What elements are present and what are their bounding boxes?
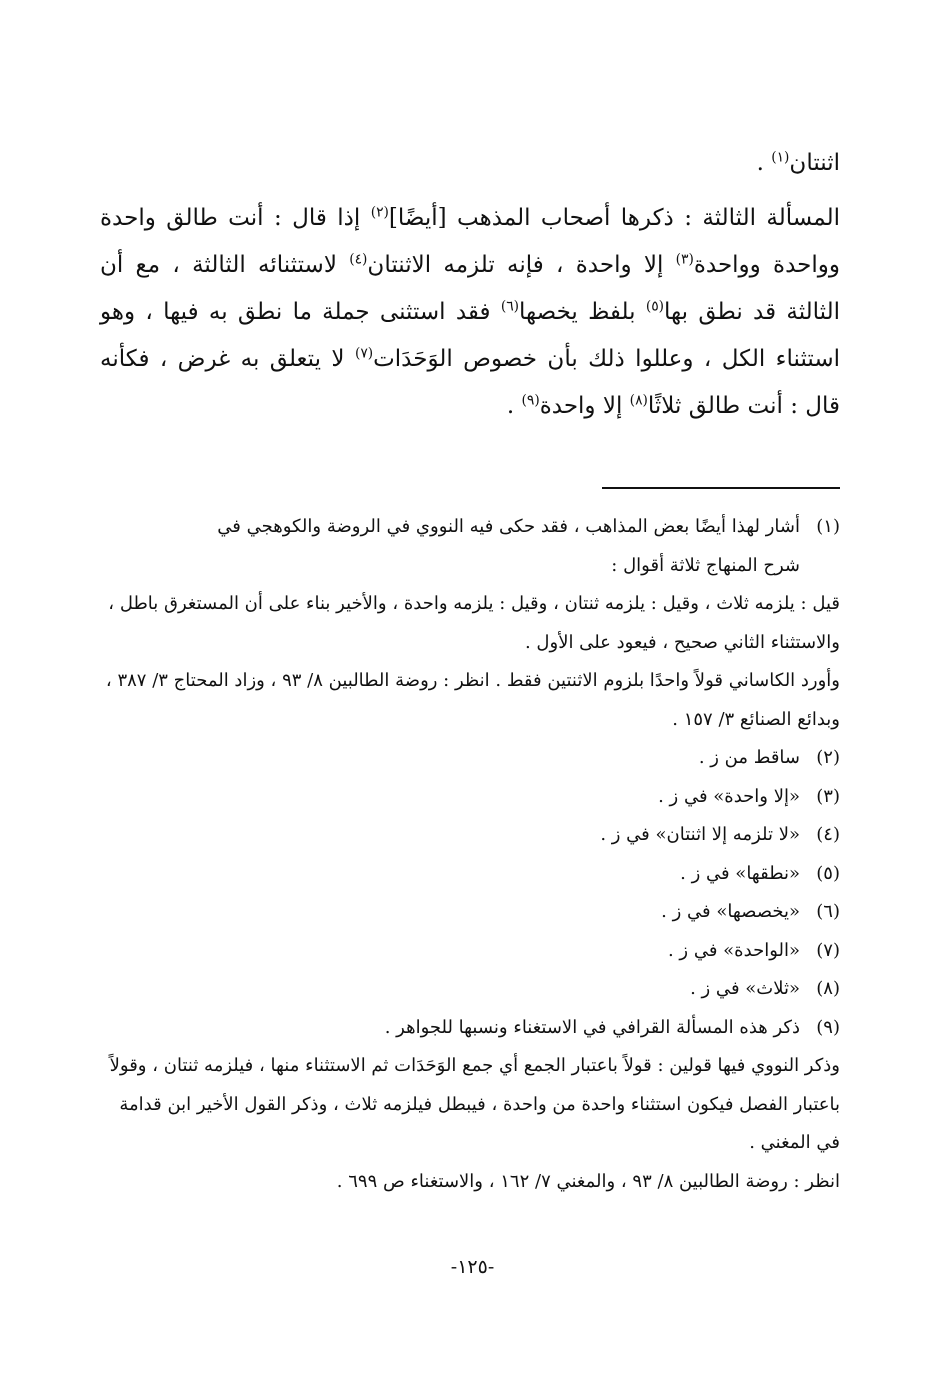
footnote-4: (٤) «لا تلزمه إلا اثنتان» في ز . — [100, 816, 840, 855]
footnote-ref: (٧) — [354, 345, 374, 362]
footnote-number: (٤) — [816, 824, 840, 845]
lead-line: اثنتان$^{(١)}$ . — [756, 149, 840, 176]
footnote-ref: (٣) — [675, 251, 694, 268]
footnote-6: (٦) «يخصصها» في ز . — [100, 893, 840, 932]
footnote-3: (٣) «إلا واحدة» في ز . — [100, 778, 840, 817]
footnote-1: (١) أشار لهذا أيضًا بعض المذاهب ، فقد حكى فيه النووي في الروضة والكوهجي في شرح المنهاج ثلاثة أقوال : — [100, 508, 840, 585]
footnote-9-continuation: انظر : روضة الطالبين ٨/ ٩٣ ، والمغني ٧/ ١٦٢ ، والاستغناء ص ٦٩٩ . — [336, 1170, 840, 1192]
footnote-8: (٨) «ثلاث» في ز . — [100, 970, 840, 1009]
main-text — [100, 140, 840, 430]
footnote-1-continuation: قيل : يلزمه ثلاث ، وقيل : يلزمه ثنتان ، وقيل : يلزمه واحدة ، والأخير بناء على أن المستغرق باطل ، والاستثناء الثاني صحيح ، فيعود على الأول . — [108, 593, 840, 653]
footnote-ref: (٤) — [349, 251, 368, 268]
footnote-ref: (٩) — [521, 392, 540, 409]
footnote-ref: (٥) — [645, 298, 665, 315]
footnote-ref: (٦) — [500, 298, 520, 315]
footnote-7: (٧) «الواحدة» في ز . — [100, 932, 840, 971]
footnote-number: (٢) — [816, 747, 840, 768]
footnote-9-continuation: وذكر النووي فيها قولين : قولاً باعتبار الجمع أي جمع الوَحَدَات ثم الاستثناء منها ، فيلزمه ثنتان ، وقولاً باعتبار الفصل فيكون استثناء واحدة من واحدة ، فيبطل فيلزمه ثلاث ، وذكر القول الأخير ابن قدامة في المغني . — [109, 1055, 840, 1153]
footnote-number: (٥) — [816, 862, 840, 884]
footnote-ref: (٢) — [370, 204, 389, 221]
footnote-ref: (٨) — [629, 392, 648, 409]
lead-text: اثنتان — [789, 150, 840, 176]
footnote-5: (٥) «نطقها» في ز . — [100, 855, 840, 894]
issue-three-paragraph: المسألة الثالثة : ذكرها أصحاب المذهب [أيضًا]$^{(٢)}$ إذا قال : أنت طالق واحدة وواحدة وواحدة$^{(٣)}$ إلا واحدة ، فإنه تلزمه الاثنتان$^{(٤)}$ لاستثنائه الثالثة ، مع أن الثالثة قد نطق بها$^{(٥)}$ بلفظ يخصها$^{(٦)}$ فقد استثنى جملة ما نطق به فيها ، وهو استثناء الكل ، وعللوا ذلك بأن خصوص الوَحَدَات$^{(٧)}$ لا يتعلق به غرض ، فكأنه قال : أنت طالق ثلاثًا$^{(٨)}$ إلا واحدة$^{(٩)}$ . — [100, 204, 840, 419]
footnote-9: (٩) ذكر هذه المسألة القرافي في الاستغناء ونسبها للجواهر . — [100, 1009, 840, 1048]
footnotes — [100, 508, 840, 1201]
footnote-number: (٨) — [816, 978, 840, 999]
footnote-2: (٢) ساقط من ز . — [100, 739, 840, 778]
footnote-number: (١) — [816, 516, 840, 537]
footnote-number: (٦) — [816, 901, 840, 922]
footnote-1-continuation: وأورد الكاساني قولاً واحدًا بلزوم الاثنتين فقط . انظر : روضة الطالبين ٨/ ٩٣ ، وزاد المحتاج ٣/ ٣٨٧ ، وبدائع الصنائع ٣/ ١٥٧ . — [105, 670, 840, 730]
footnote-number: (٧) — [816, 939, 840, 961]
footnote-number: (٩) — [816, 1016, 840, 1038]
footnote-separator — [602, 487, 840, 489]
footnote-ref: (١) — [771, 149, 790, 166]
page-number: -١٢٥- — [450, 1256, 495, 1278]
footnote-number: (٣) — [816, 785, 840, 807]
